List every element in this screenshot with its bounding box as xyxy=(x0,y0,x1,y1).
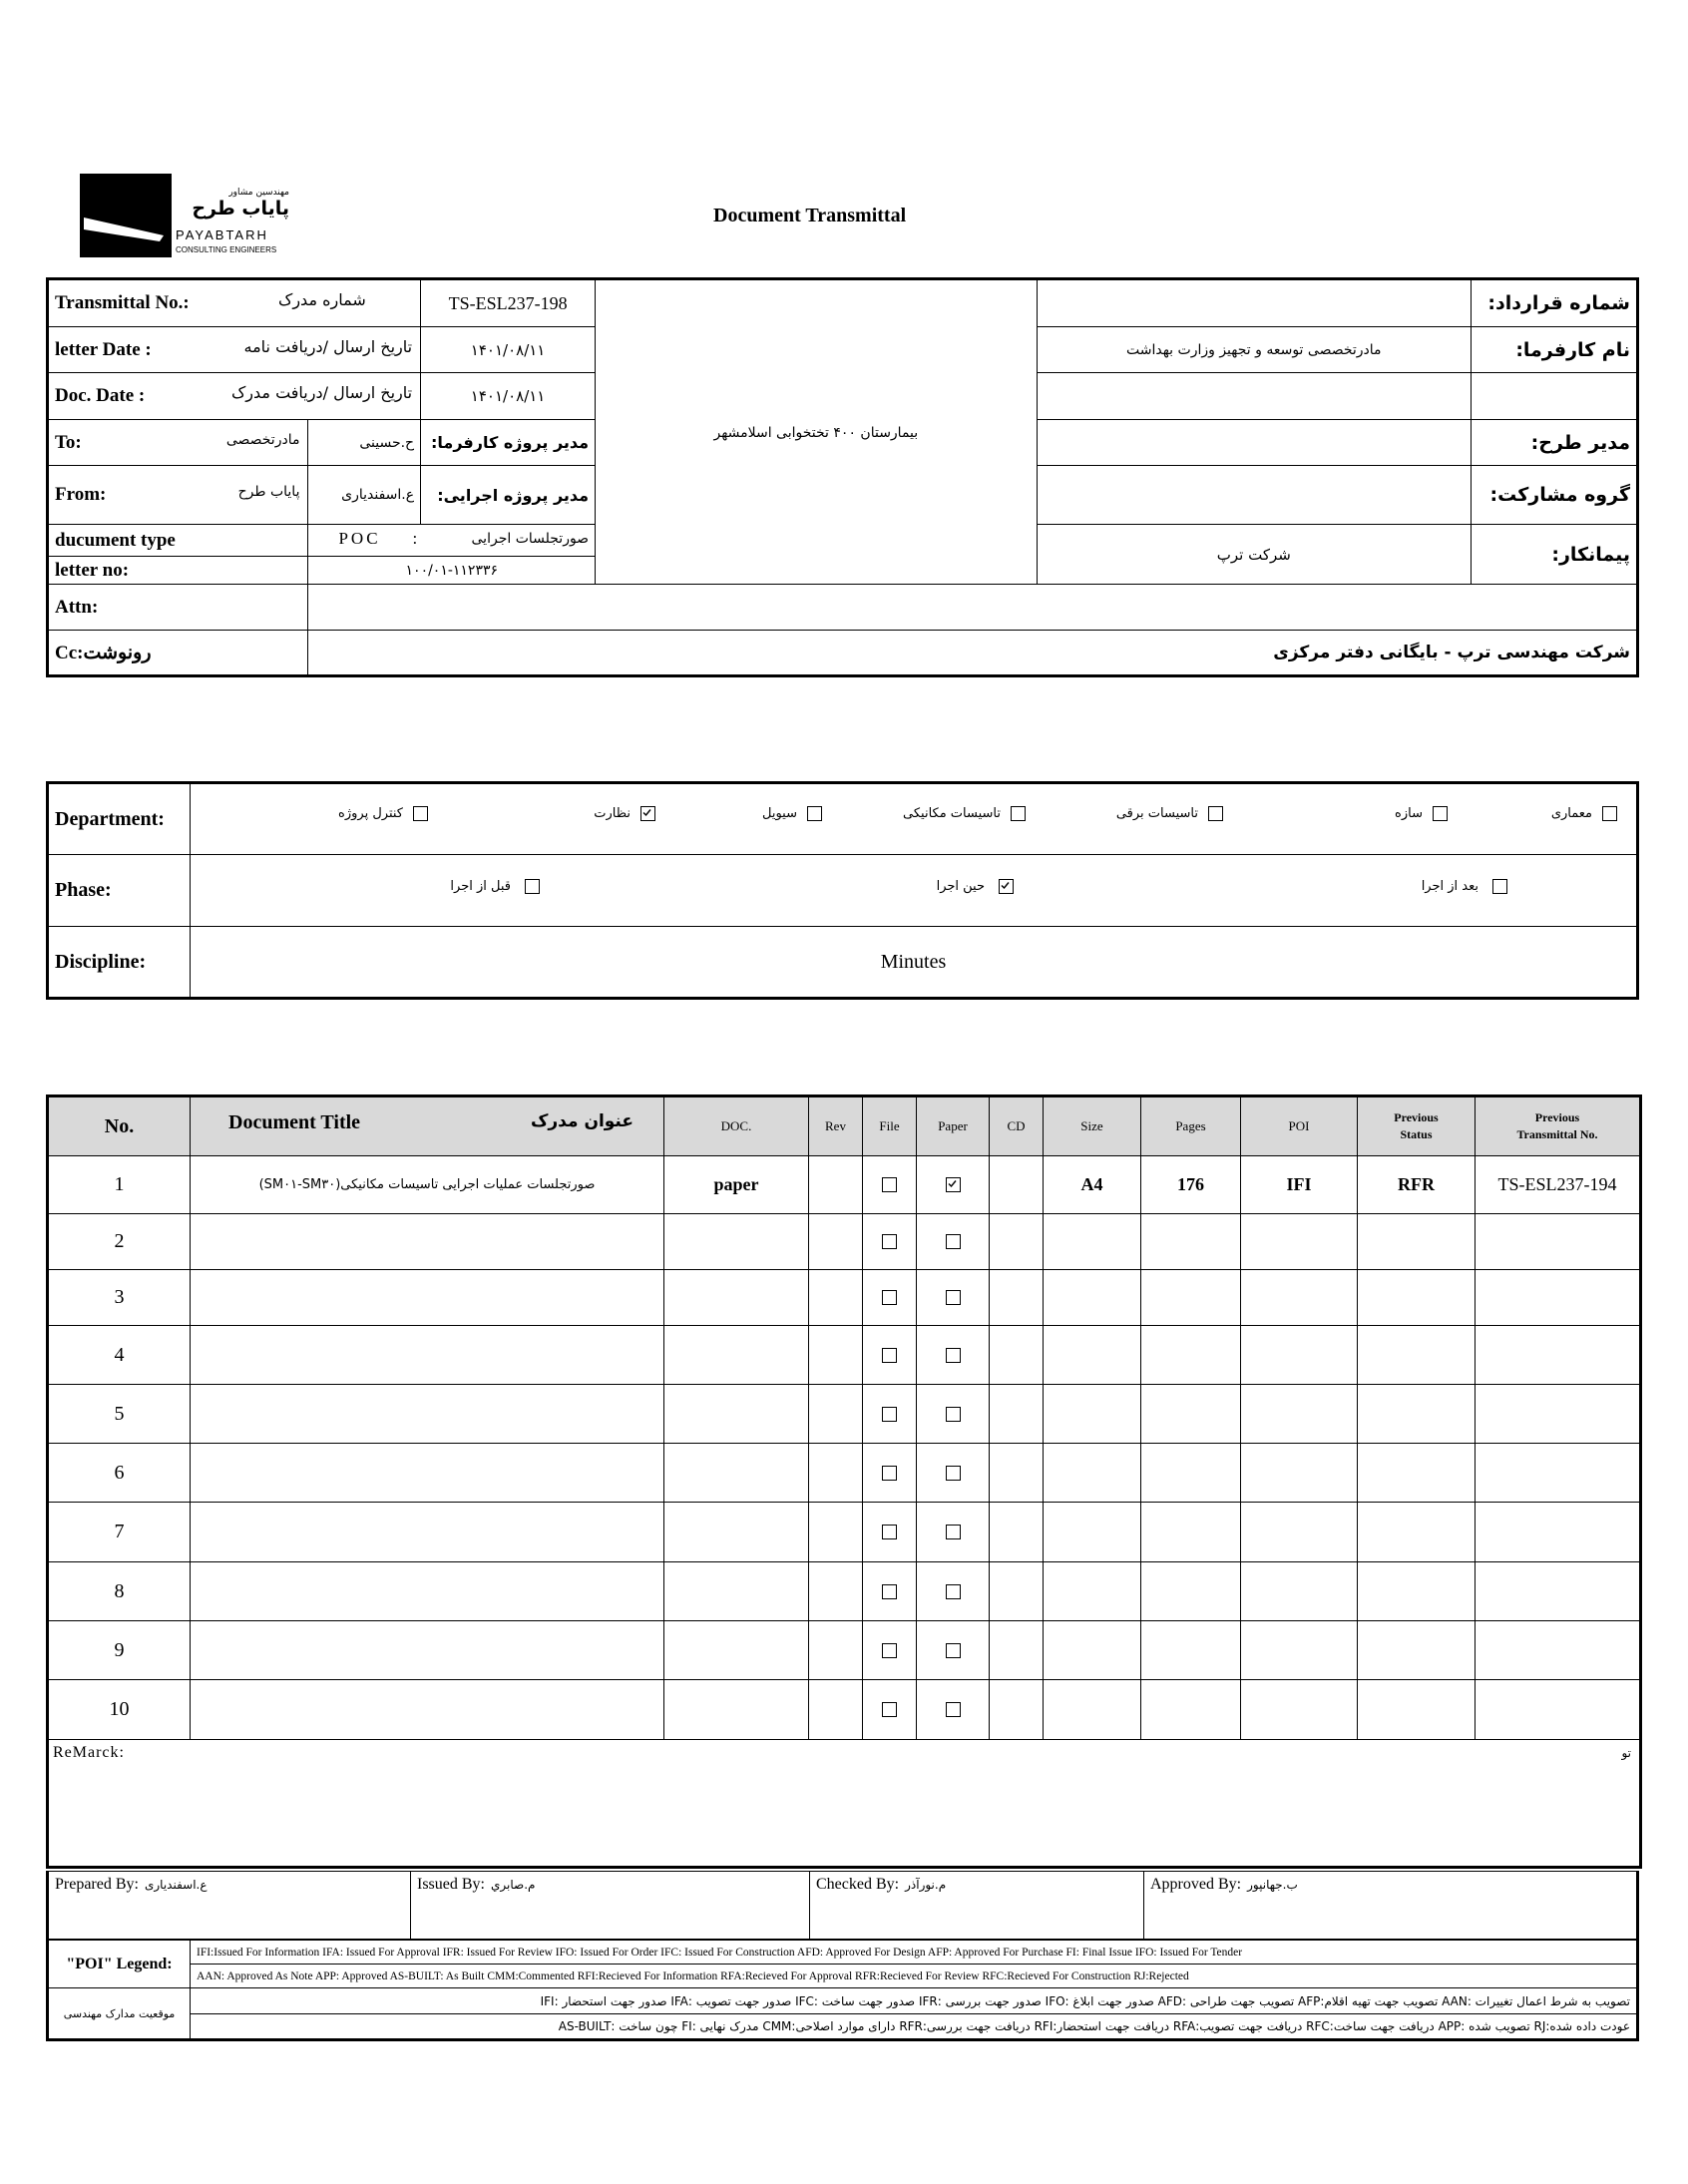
row-paper xyxy=(917,1156,990,1214)
department-option-label: کنترل پروژه xyxy=(338,806,403,821)
row-file xyxy=(863,1562,917,1621)
table-row xyxy=(48,1680,1641,1740)
logo-fa-big: پایاب طرح xyxy=(192,198,289,219)
department-label: Department: xyxy=(48,783,191,855)
signature-name: م.صابري xyxy=(491,1878,536,1892)
paper-checkbox[interactable] xyxy=(946,1348,961,1363)
row-paper xyxy=(917,1214,990,1270)
row-title xyxy=(191,1385,664,1444)
group-label: گروه مشارکت: xyxy=(1472,466,1638,525)
row-cd xyxy=(990,1680,1044,1740)
row-no: 9 xyxy=(48,1621,191,1680)
doc-date-value: ۱۴۰۱/۰۸/۱۱ xyxy=(421,373,596,420)
row-cd xyxy=(990,1444,1044,1503)
col-title-fa: عنوان مدرک xyxy=(530,1111,633,1131)
phase-label: Phase: xyxy=(48,855,191,927)
legend-table xyxy=(46,1940,1639,2041)
transmittal-label: Transmittal No.: xyxy=(55,292,190,313)
row-pages xyxy=(1141,1270,1241,1326)
discipline-value: Minutes xyxy=(191,927,1638,999)
row-paper xyxy=(917,1326,990,1385)
page-title: Document Transmittal xyxy=(713,205,907,226)
row-prev-status xyxy=(1358,1214,1476,1270)
file-checkbox[interactable] xyxy=(882,1466,897,1481)
doc-date-fa: تاریخ ارسال /دریافت مدرک xyxy=(230,383,413,402)
department-option-label: تاسیسات برقی xyxy=(1115,806,1198,821)
department-option-label: تاسیسات مکانیکی xyxy=(903,806,1001,821)
from-person: ع.اسفندیاری xyxy=(308,466,421,525)
company-logo xyxy=(80,172,319,261)
row-title xyxy=(191,1562,664,1621)
row-rev xyxy=(809,1156,863,1214)
row-poi xyxy=(1241,1680,1358,1740)
signature-name: ب.جهانپور xyxy=(1247,1878,1298,1892)
row-doc xyxy=(664,1503,809,1562)
row-paper xyxy=(917,1680,990,1740)
file-checkbox[interactable] xyxy=(882,1290,897,1305)
row-title xyxy=(191,1326,664,1385)
row-file xyxy=(863,1270,917,1326)
cc-label: Cc:رونوشت xyxy=(48,631,308,676)
paper-checkbox[interactable] xyxy=(946,1525,961,1539)
row-pages xyxy=(1141,1444,1241,1503)
logo-en-small: CONSULTING ENGINEERS xyxy=(176,245,277,254)
department-option-label: سیویل xyxy=(762,806,797,821)
attn-value xyxy=(308,585,1638,631)
row-title: صورتجلسات عملیات اجرایی تاسیسات مکانیکی(SM۰۱-SM۳۰) xyxy=(191,1156,664,1214)
project-name: بیمارستان ۴۰۰ تختخوابی اسلامشهر xyxy=(713,425,919,441)
doctype-label: ducument type xyxy=(48,525,308,557)
to-person: ح.حسینی xyxy=(308,420,421,466)
table-row xyxy=(48,1326,1641,1385)
doctype-fa: صورتجلسات اجرایی xyxy=(471,531,590,547)
row-pages xyxy=(1141,1326,1241,1385)
logo-mark-icon xyxy=(80,174,172,257)
row-size xyxy=(1044,1270,1141,1326)
signature-cell[interactable] xyxy=(411,1872,810,1940)
signature-cell[interactable] xyxy=(1144,1872,1638,1940)
signature-label: Prepared By: xyxy=(55,1876,139,1893)
letterno-value: ۱۰۰/۰۱-۱۱۲۳۳۶ xyxy=(308,557,596,585)
row-size xyxy=(1044,1680,1141,1740)
legend-sub-label: موقعیت مدارک مهندسی xyxy=(48,1988,191,2040)
legend-line2: AAN: Approved As Note APP: Approved AS-BUILT: As Built CMM:Commented RFI:Recieved For Information RFA:Recieved For Approval RFR:Recieved For Review RFC:Recieved For Construction RJ:Rejected xyxy=(191,1965,1638,1988)
paper-checkbox[interactable] xyxy=(946,1702,961,1717)
row-size xyxy=(1044,1214,1141,1270)
table-row xyxy=(48,1444,1641,1503)
paper-checkbox[interactable] xyxy=(946,1643,961,1658)
row-title xyxy=(191,1621,664,1680)
row-cd xyxy=(990,1326,1044,1385)
file-checkbox[interactable] xyxy=(882,1234,897,1249)
department-checkbox[interactable] xyxy=(1208,806,1223,821)
transmittal-value: TS-ESL237-198 xyxy=(421,279,596,327)
table-row xyxy=(48,1270,1641,1326)
paper-checkbox[interactable] xyxy=(946,1234,961,1249)
col-paper: Paper xyxy=(917,1096,990,1156)
col-prev-status-l1: Previous xyxy=(1394,1110,1439,1124)
row-poi xyxy=(1241,1385,1358,1444)
file-checkbox[interactable] xyxy=(882,1643,897,1658)
table-row xyxy=(48,1621,1641,1680)
row-title xyxy=(191,1680,664,1740)
row-poi xyxy=(1241,1444,1358,1503)
contract-label: شماره قرارداد: xyxy=(1472,279,1638,327)
row-file xyxy=(863,1680,917,1740)
contractor-label: پیمانکار: xyxy=(1472,525,1638,585)
department-checkbox[interactable] xyxy=(640,806,655,821)
department-option[interactable] xyxy=(682,806,822,821)
paper-checkbox[interactable] xyxy=(946,1177,961,1192)
row-no: 3 xyxy=(48,1270,191,1326)
row-prev-trans: TS-ESL237-194 xyxy=(1476,1156,1641,1214)
discipline-label: Discipline: xyxy=(48,927,191,999)
department-option[interactable] xyxy=(288,806,428,821)
row-prev-status xyxy=(1358,1270,1476,1326)
row-cd xyxy=(990,1621,1044,1680)
row-no: 8 xyxy=(48,1562,191,1621)
row-doc xyxy=(664,1680,809,1740)
row-size: A4 xyxy=(1044,1156,1141,1214)
client-label: نام کارفرما: xyxy=(1472,327,1638,373)
col-prev-status xyxy=(1358,1096,1476,1156)
row-pages xyxy=(1141,1562,1241,1621)
row-rev xyxy=(809,1385,863,1444)
department-checkbox[interactable] xyxy=(1011,806,1026,821)
row-cd xyxy=(990,1562,1044,1621)
row-paper xyxy=(917,1621,990,1680)
from-role: مدیر پروژه اجرایی: xyxy=(421,466,596,525)
signature-label: Approved By: xyxy=(1150,1876,1242,1893)
table-row xyxy=(48,1156,1641,1214)
row-rev xyxy=(809,1621,863,1680)
legend-line3: تصویب به شرط اعمال تغییرات :AAN تصویب جهت تهیه اقلام:AFP تصویب جهت طراحی :AFD صدور جهت ابلاغ :IFO صدور جهت بررسی :IFR صدور جهت ساخت :IFC صدور جهت تصویب :IFA صدور جهت استحضار :IFI xyxy=(191,1988,1638,2014)
row-pages: 176 xyxy=(1141,1156,1241,1214)
attn-label: Attn: xyxy=(48,585,308,631)
department-option[interactable] xyxy=(1083,806,1223,821)
signature-table xyxy=(46,1871,1639,1940)
row-rev xyxy=(809,1326,863,1385)
row-poi xyxy=(1241,1503,1358,1562)
cc-value: شرکت مهندسی ترپ - بایگانی دفتر مرکزی xyxy=(308,631,1638,676)
row-paper xyxy=(917,1444,990,1503)
from-label: From: xyxy=(55,484,107,505)
row-size xyxy=(1044,1503,1141,1562)
row-poi xyxy=(1241,1270,1358,1326)
phase-checkbox[interactable] xyxy=(999,879,1014,894)
legend-line4: عودت داده شده:RJ تصویب شده :APP دریافت جهت ساخت:RFC دریافت جهت تصویب:RFA دریافت جهت استحضار:RFI دریافت جهت بررسی:RFR دارای موارد اصلاحی:CMM مدرک نهایی :FI چون ساخت :AS-BUILT xyxy=(191,2014,1638,2040)
row-doc xyxy=(664,1270,809,1326)
row-paper xyxy=(917,1562,990,1621)
row-file xyxy=(863,1621,917,1680)
to-role: مدیر پروژه کارفرما: xyxy=(421,420,596,466)
doctype-sep: : xyxy=(412,529,418,548)
row-title xyxy=(191,1214,664,1270)
file-checkbox[interactable] xyxy=(882,1177,897,1192)
row-no: 2 xyxy=(48,1214,191,1270)
pm-value xyxy=(1037,420,1471,466)
col-title-en: Document Title xyxy=(228,1111,361,1133)
remark-fa: تو xyxy=(1621,1746,1631,1760)
phase-checkbox[interactable] xyxy=(525,879,540,894)
col-doc: DOC. xyxy=(664,1096,809,1156)
phase-option-label: حین اجرا xyxy=(936,879,985,894)
file-checkbox[interactable] xyxy=(882,1702,897,1717)
row-size xyxy=(1044,1385,1141,1444)
file-checkbox[interactable] xyxy=(882,1407,897,1422)
col-cd: CD xyxy=(990,1096,1044,1156)
row-file xyxy=(863,1156,917,1214)
row-cd xyxy=(990,1385,1044,1444)
row-size xyxy=(1044,1621,1141,1680)
row-paper xyxy=(917,1270,990,1326)
col-prev-trans-l2: Transmittal No. xyxy=(1516,1127,1598,1141)
row-prev-trans xyxy=(1476,1680,1641,1740)
client-value: مادرتخصصی توسعه و تجهیز وزارت بهداشت xyxy=(1037,327,1471,373)
row-size xyxy=(1044,1562,1141,1621)
row-doc xyxy=(664,1326,809,1385)
row-poi xyxy=(1241,1621,1358,1680)
signature-name: م.نورآذر xyxy=(905,1878,947,1892)
row-paper xyxy=(917,1385,990,1444)
doctype-code: POC xyxy=(338,529,381,548)
row-prev-trans xyxy=(1476,1562,1641,1621)
signature-name: ع.اسفندیاری xyxy=(144,1878,208,1892)
row-file xyxy=(863,1503,917,1562)
doc-date-label: Doc. Date : xyxy=(55,385,146,406)
phase-checkbox[interactable] xyxy=(1492,879,1507,894)
row-prev-trans xyxy=(1476,1621,1641,1680)
row-pages xyxy=(1141,1214,1241,1270)
row-rev xyxy=(809,1270,863,1326)
row-rev xyxy=(809,1562,863,1621)
row-no: 4 xyxy=(48,1326,191,1385)
table-row xyxy=(48,1214,1641,1270)
phase-option-label: بعد از اجرا xyxy=(1421,879,1478,894)
row-rev xyxy=(809,1503,863,1562)
letter-date-label: letter Date : xyxy=(55,338,152,360)
signature-cell[interactable] xyxy=(810,1872,1144,1940)
department-checkbox[interactable] xyxy=(1433,806,1448,821)
department-option-label: نظارت xyxy=(594,806,631,821)
row-file xyxy=(863,1444,917,1503)
row-poi xyxy=(1241,1214,1358,1270)
pm-label: مدیر طرح: xyxy=(1472,420,1638,466)
col-poi: POI xyxy=(1241,1096,1358,1156)
file-checkbox[interactable] xyxy=(882,1348,897,1363)
row-poi xyxy=(1241,1562,1358,1621)
to-label: To: xyxy=(55,431,82,453)
department-option[interactable] xyxy=(1308,806,1448,821)
row-paper xyxy=(917,1503,990,1562)
table-row xyxy=(48,1562,1641,1621)
row-rev xyxy=(809,1444,863,1503)
row-size xyxy=(1044,1444,1141,1503)
row-doc xyxy=(664,1621,809,1680)
department-option-label: سازه xyxy=(1395,806,1423,821)
contract-value xyxy=(1037,279,1471,327)
group-value xyxy=(1037,466,1471,525)
row-prev-status xyxy=(1358,1680,1476,1740)
row-rev xyxy=(809,1680,863,1740)
department-option[interactable] xyxy=(886,806,1026,821)
row-no: 1 xyxy=(48,1156,191,1214)
row-pages xyxy=(1141,1621,1241,1680)
phase-option[interactable] xyxy=(400,879,540,894)
file-checkbox[interactable] xyxy=(882,1525,897,1539)
logo-en-big: PAYABTARH xyxy=(176,227,268,242)
from-value: پایاب طرح xyxy=(237,484,300,500)
table-row xyxy=(48,1503,1641,1562)
row-prev-trans xyxy=(1476,1385,1641,1444)
row-cd xyxy=(990,1214,1044,1270)
row-doc xyxy=(664,1385,809,1444)
row-file xyxy=(863,1326,917,1385)
department-options xyxy=(191,783,1638,855)
contractor-value: شرکت ترپ xyxy=(1037,525,1471,585)
col-title xyxy=(191,1096,664,1156)
row-prev-trans xyxy=(1476,1326,1641,1385)
col-prev-trans-l1: Previous xyxy=(1534,1110,1580,1124)
file-checkbox[interactable] xyxy=(882,1584,897,1599)
col-rev: Rev xyxy=(809,1096,863,1156)
paper-checkbox[interactable] xyxy=(946,1407,961,1422)
legend-label: "POI" Legend: xyxy=(48,1941,191,1988)
col-prev-status-l2: Status xyxy=(1400,1127,1433,1141)
department-checkbox[interactable] xyxy=(413,806,428,821)
signature-cell[interactable] xyxy=(48,1872,411,1940)
transmittal-fa: شماره مدرک xyxy=(278,290,366,309)
row-prev-status xyxy=(1358,1385,1476,1444)
remark-label: ReMarck: xyxy=(53,1744,125,1761)
row-prev-status xyxy=(1358,1562,1476,1621)
row-title xyxy=(191,1503,664,1562)
col-size: Size xyxy=(1044,1096,1141,1156)
row-prev-status xyxy=(1358,1503,1476,1562)
row-doc xyxy=(664,1562,809,1621)
department-option[interactable] xyxy=(1477,806,1617,821)
row-cd xyxy=(990,1503,1044,1562)
paper-checkbox[interactable] xyxy=(946,1466,961,1481)
row-pages xyxy=(1141,1680,1241,1740)
row-doc xyxy=(664,1444,809,1503)
department-option[interactable] xyxy=(516,806,655,821)
row-prev-trans xyxy=(1476,1214,1641,1270)
row-file xyxy=(863,1214,917,1270)
col-prev-trans xyxy=(1476,1096,1641,1156)
legend-line1: IFI:Issued For Information IFA: Issued For Approval IFR: Issued For Review IFO: Issued For Order IFC: Issued For Construction AFD: Approved For Design AFP: Approved For Purchase FI: Final Issue IFO: Issued For Tender xyxy=(191,1941,1638,1965)
to-value: مادرتخصصی xyxy=(225,432,300,448)
row-poi: IFI xyxy=(1241,1156,1358,1214)
row-prev-trans xyxy=(1476,1270,1641,1326)
letter-date-value: ۱۴۰۱/۰۸/۱۱ xyxy=(421,327,596,373)
signature-label: Checked By: xyxy=(816,1876,900,1893)
remark-box[interactable] xyxy=(48,1740,1641,1868)
row-prev-status xyxy=(1358,1326,1476,1385)
letter-date-fa: تاریخ ارسال /دریافت نامه xyxy=(243,337,413,356)
row-doc: paper xyxy=(664,1156,809,1214)
row-no: 6 xyxy=(48,1444,191,1503)
department-option-label: معماری xyxy=(1550,806,1592,821)
col-file: File xyxy=(863,1096,917,1156)
phase-options xyxy=(191,855,1638,927)
row-rev xyxy=(809,1214,863,1270)
row-no: 10 xyxy=(48,1680,191,1740)
row-pages xyxy=(1141,1503,1241,1562)
row-prev-status xyxy=(1358,1444,1476,1503)
row-prev-trans xyxy=(1476,1444,1641,1503)
department-checkbox[interactable] xyxy=(807,806,822,821)
row-pages xyxy=(1141,1385,1241,1444)
phase-option[interactable] xyxy=(874,879,1014,894)
col-pages: Pages xyxy=(1141,1096,1241,1156)
row-doc xyxy=(664,1214,809,1270)
signature-label: Issued By: xyxy=(417,1876,485,1893)
department-checkbox[interactable] xyxy=(1602,806,1617,821)
row-cd xyxy=(990,1270,1044,1326)
classification-table xyxy=(46,781,1639,1000)
document-table xyxy=(46,1094,1642,1869)
col-no: No. xyxy=(48,1096,191,1156)
row-size xyxy=(1044,1326,1141,1385)
row-no: 7 xyxy=(48,1503,191,1562)
header-table xyxy=(46,277,1639,677)
phase-option[interactable] xyxy=(1368,879,1507,894)
row-title xyxy=(191,1444,664,1503)
row-prev-status: RFR xyxy=(1358,1156,1476,1214)
paper-checkbox[interactable] xyxy=(946,1290,961,1305)
row-title xyxy=(191,1270,664,1326)
paper-checkbox[interactable] xyxy=(946,1584,961,1599)
row-poi xyxy=(1241,1326,1358,1385)
row-file xyxy=(863,1385,917,1444)
phase-option-label: قبل از اجرا xyxy=(450,879,511,894)
row-prev-trans xyxy=(1476,1503,1641,1562)
row-cd xyxy=(990,1156,1044,1214)
row-prev-status xyxy=(1358,1621,1476,1680)
row-no: 5 xyxy=(48,1385,191,1444)
letterno-label: letter no: xyxy=(48,557,308,585)
logo-fa-small: مهندسين مشاور xyxy=(228,188,289,198)
table-row xyxy=(48,1385,1641,1444)
